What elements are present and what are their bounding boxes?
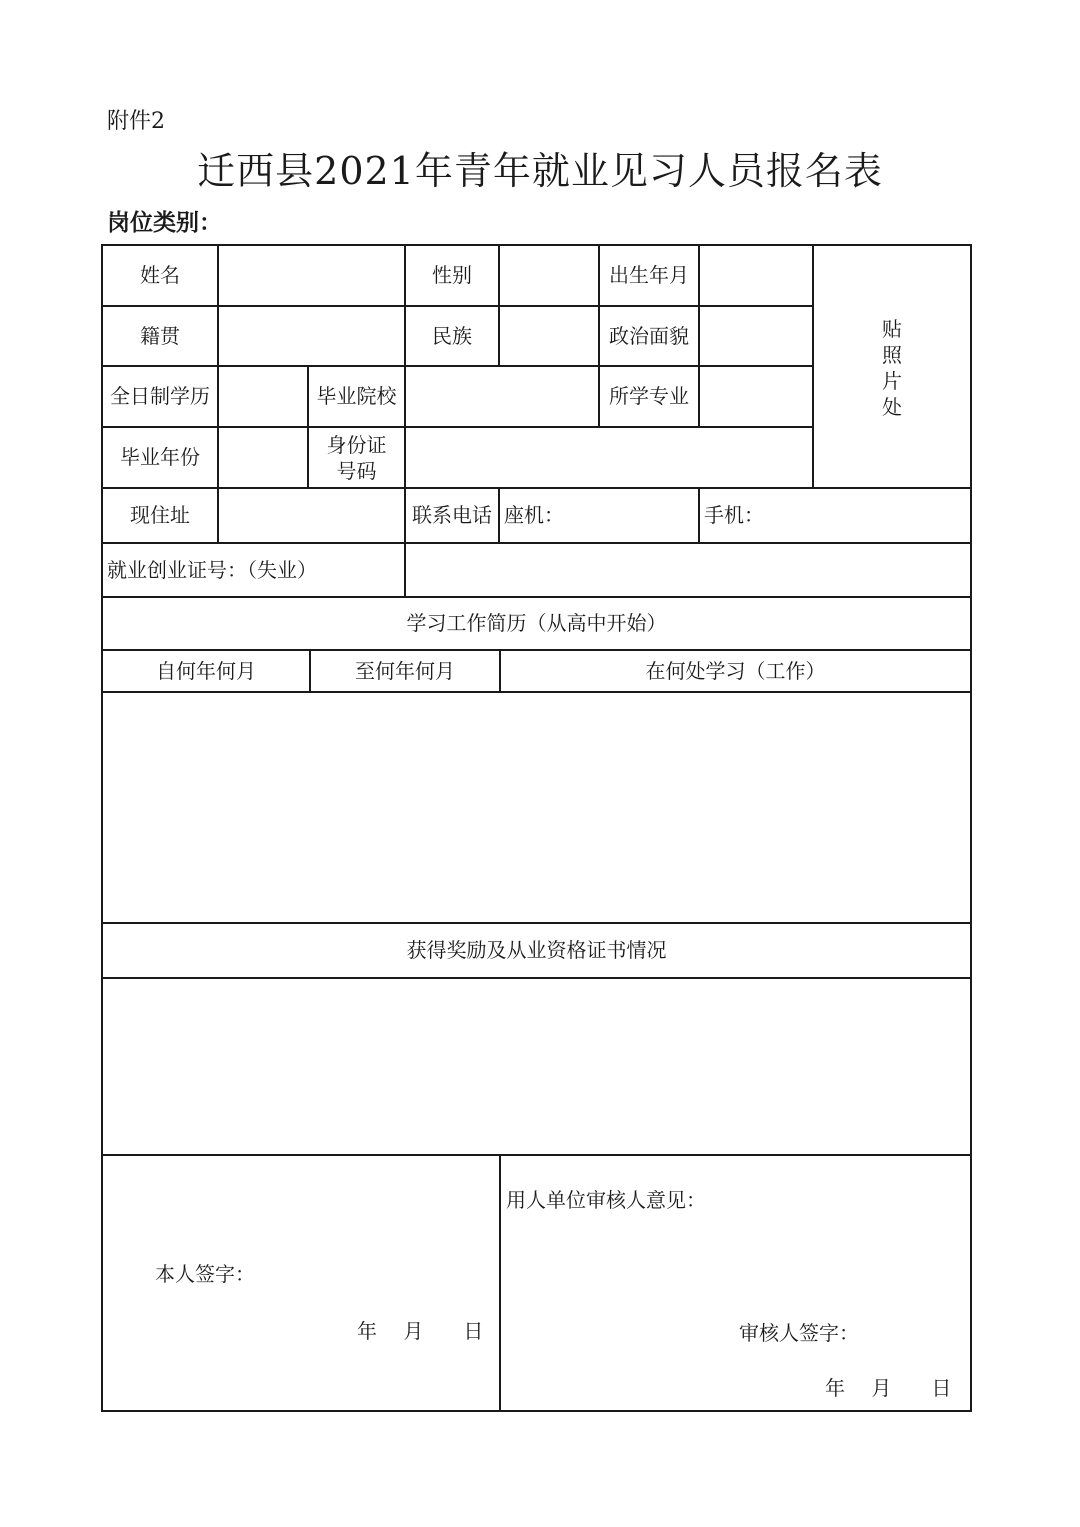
photo-char: 片	[882, 369, 902, 393]
ethnicity-field[interactable]	[500, 307, 598, 365]
label-major: 所学专业	[609, 384, 689, 408]
resume-section-title: 学习工作简历（从高中开始）	[406, 611, 667, 635]
school-field[interactable]	[406, 367, 598, 426]
mobile-field[interactable]: 手机：	[704, 503, 764, 527]
label-birth: 出生年月	[609, 263, 689, 287]
photo-char: 处	[882, 395, 902, 419]
native-place-field[interactable]	[219, 307, 404, 365]
landline-field[interactable]: 座机：	[504, 503, 564, 527]
photo-placeholder[interactable]	[814, 246, 970, 487]
label-political-status: 政治面貌	[609, 323, 689, 348]
label-phone: 联系电话	[412, 503, 492, 527]
education-field[interactable]	[219, 367, 307, 426]
page-title: 迁西县2021年青年就业见习人员报名表	[197, 149, 883, 193]
employer-opinion-label: 用人单位审核人意见：	[506, 1188, 706, 1212]
reviewer-sign-label: 审核人签字：	[739, 1321, 859, 1345]
self-sign-label: 本人签字：	[155, 1262, 255, 1286]
awards-section-title: 获得奖励及从业资格证书情况	[406, 938, 667, 962]
address-field[interactable]	[219, 489, 404, 542]
table-border-right	[970, 244, 972, 1412]
major-field[interactable]	[700, 367, 812, 426]
reviewer-date-label: 年 月 日	[825, 1376, 952, 1400]
position-category-label: 岗位类别：	[107, 210, 222, 236]
name-field[interactable]	[219, 246, 404, 305]
attachment-label: 附件2	[107, 109, 165, 134]
employment-cert-field[interactable]	[406, 544, 970, 596]
label-grad-year: 毕业年份	[120, 445, 200, 469]
resume-col-from: 自何年何月	[156, 658, 256, 683]
id-number-line2: 号码	[336, 458, 377, 483]
resume-col-to: 至何年何月	[355, 658, 455, 683]
label-education: 全日制学历	[110, 384, 210, 408]
label-native-place: 籍贯	[140, 323, 180, 348]
gender-field[interactable]	[500, 246, 598, 305]
awards-area[interactable]	[103, 979, 970, 1154]
resume-col-where: 在何处学习（工作）	[645, 658, 826, 683]
label-employment-cert: 就业创业证号：（失业）	[107, 557, 317, 582]
birth-field[interactable]	[700, 246, 812, 305]
label-ethnicity: 民族	[432, 323, 472, 348]
label-id-number	[309, 428, 404, 487]
photo-char: 贴	[882, 317, 902, 341]
resume-entries-area[interactable]	[103, 693, 970, 922]
grad-year-field[interactable]	[219, 428, 307, 487]
label-gender: 性别	[432, 263, 472, 287]
id-number-field[interactable]	[406, 428, 812, 487]
self-date-label: 年 月 日	[357, 1319, 484, 1343]
photo-char: 照	[882, 343, 902, 367]
label-name: 姓名	[140, 263, 180, 287]
political-status-field[interactable]	[700, 307, 812, 365]
id-number-line1: 身份证	[326, 432, 387, 457]
label-address: 现住址	[130, 503, 190, 527]
label-school: 毕业院校	[316, 384, 397, 408]
table-border-bottom	[101, 1410, 972, 1412]
